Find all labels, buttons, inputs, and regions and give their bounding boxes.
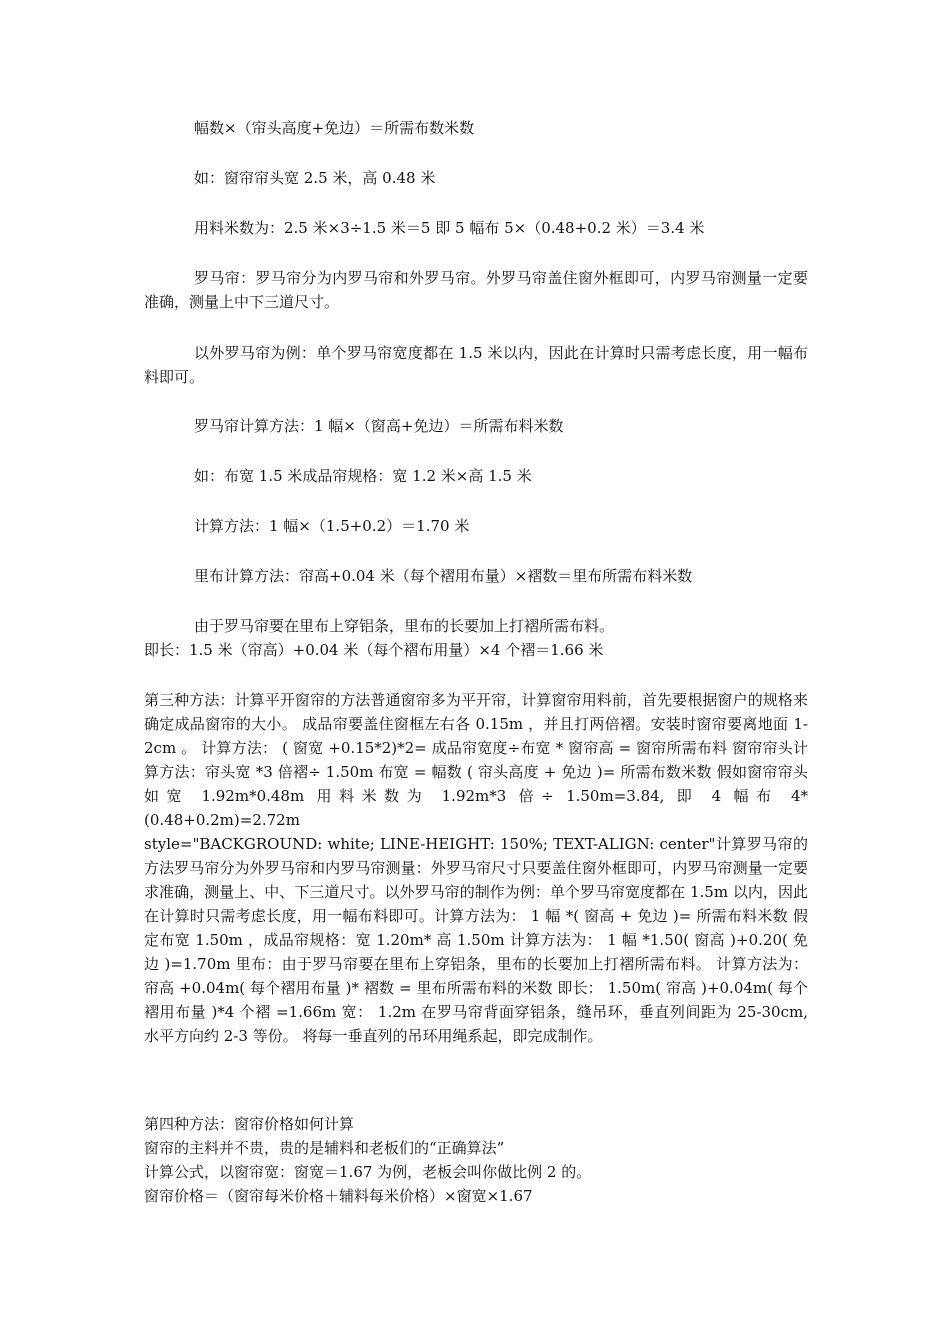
paragraph-roman-calc-method: 罗马帘计算方法：1 幅×（窗高+免边）＝所需布料米数 — [194, 417, 564, 435]
paragraph-lining-note: 由于罗马帘要在里布上穿铝条，里布的长要加上打褶所需布料。 — [194, 617, 615, 635]
section-four-price-formula: 窗帘价格＝（窗帘每米价格＋辅料每米价格）×窗宽×1.67 — [144, 1187, 533, 1205]
section-three-method-flat: 第三种方法：计算平开窗帘的方法普通窗帘多为平开帘，计算窗帘用料前，首先要根据窗户的规格来确定成品窗帘的大小。 成品帘要盖住窗框左右各 0.15m ，并且打两倍褶。安装时窗帘要离地面 1-2cm 。 计算方法： ( 窗宽 +0.15*2)*2= 成品帘宽度÷布宽 * 窗帘高 = 窗帘所需布料 窗帘帘头计算方法：帘头宽 *3 倍褶÷ 1.50m 布宽 = 幅数 ( 帘头高度 + 免边 )= 所需布数米数 假如窗帘帘头如宽 1.92m*0.48m 用料米数为 1.92m*3 倍÷ 1.50m=3.84, 即 4 幅布 4*(0.48+0.2m)=2.72m — [144, 691, 808, 829]
section-four-line-2: 窗帘的主料并不贵，贵的是辅料和老板们的“正确算法” — [144, 1139, 505, 1157]
section-four-line-3: 计算公式，以窗帘宽：窗宽＝1.67 为例，老板会叫你做比例 2 的。 — [144, 1163, 592, 1181]
paragraph-roman-example-spec: 如：布宽 1.5 米成品帘规格：宽 1.2 米×高 1.5 米 — [194, 467, 532, 485]
section-three-roman-method: style="BACKGROUND: white; LINE-HEIGHT: 150%; TEXT-ALIGN: center"计算罗马帘的方法罗马帘分为外罗马帘和内罗马帘测量：外罗马帘尺寸只要盖住窗外框即可，内罗马帘测量一定要求准确，测量上、中、下三道尺寸。以外罗马帘的制作为例：单个罗马帘宽度都在 1.5m 以内，因此在计算时只需考虑长度，用一幅布料即可。计算方法为： 1 幅 *( 窗高 + 免边 )= 所需布料米数 假定布宽 1.50m ，成品帘规格：宽 1.20m* 高 1.50m 计算方法为： 1 幅 *1.50( 窗高 )+0.20( 免边 )=1.70m 里布：由于罗马帘要在里布上穿铝条，里布的长要加上打褶所需布料。 计算方法为：帘高 +0.04m( 每个褶用布量 )* 褶数 = 里布所需布料的米数 即长： 1.50m( 帘高 )+0.04m( 每个褶用布量 )*4 个褶 =1.66m 宽： 1.2m 在罗马帘背面穿铝条，缝吊环，垂直列间距为 25-30cm, 水平方向约 2-3 等份。 将每一垂直列的吊环用绳系起，即完成制作。 — [144, 835, 808, 1045]
paragraph-roman-calc-result: 计算方法：1 幅×（1.5+0.2）＝1.70 米 — [194, 517, 470, 535]
paragraph-lining-calc-method: 里布计算方法：帘高+0.04 米（每个褶用布量）×褶数＝里布所需布料米数 — [194, 567, 693, 585]
paragraph-example-valance: 如：窗帘帘头宽 2.5 米，高 0.48 米 — [194, 169, 436, 187]
paragraph-formula-widths: 幅数×（帘头高度+免边）＝所需布数米数 — [194, 119, 475, 137]
paragraph-lining-length: 即长：1.5 米（帘高）+0.04 米（每个褶布用量）×4 个褶＝1.66 米 — [144, 641, 604, 659]
section-four-heading: 第四种方法：窗帘价格如何计算 — [144, 1115, 355, 1133]
paragraph-roman-blind-intro: 罗马帘：罗马帘分为内罗马帘和外罗马帘。外罗马帘盖住窗外框即可，内罗马帘测量一定要准确，测量上中下三道尺寸。 — [144, 269, 808, 311]
paragraph-fabric-meters: 用料米数为：2.5 米×3÷1.5 米＝5 即 5 幅布 5×（0.48+0.2 米）＝3.4 米 — [194, 219, 705, 237]
paragraph-outer-roman-example: 以外罗马帘为例：单个罗马帘宽度都在 1.5 米以内，因此在计算时只需考虑长度，用一幅布料即可。 — [144, 344, 808, 386]
